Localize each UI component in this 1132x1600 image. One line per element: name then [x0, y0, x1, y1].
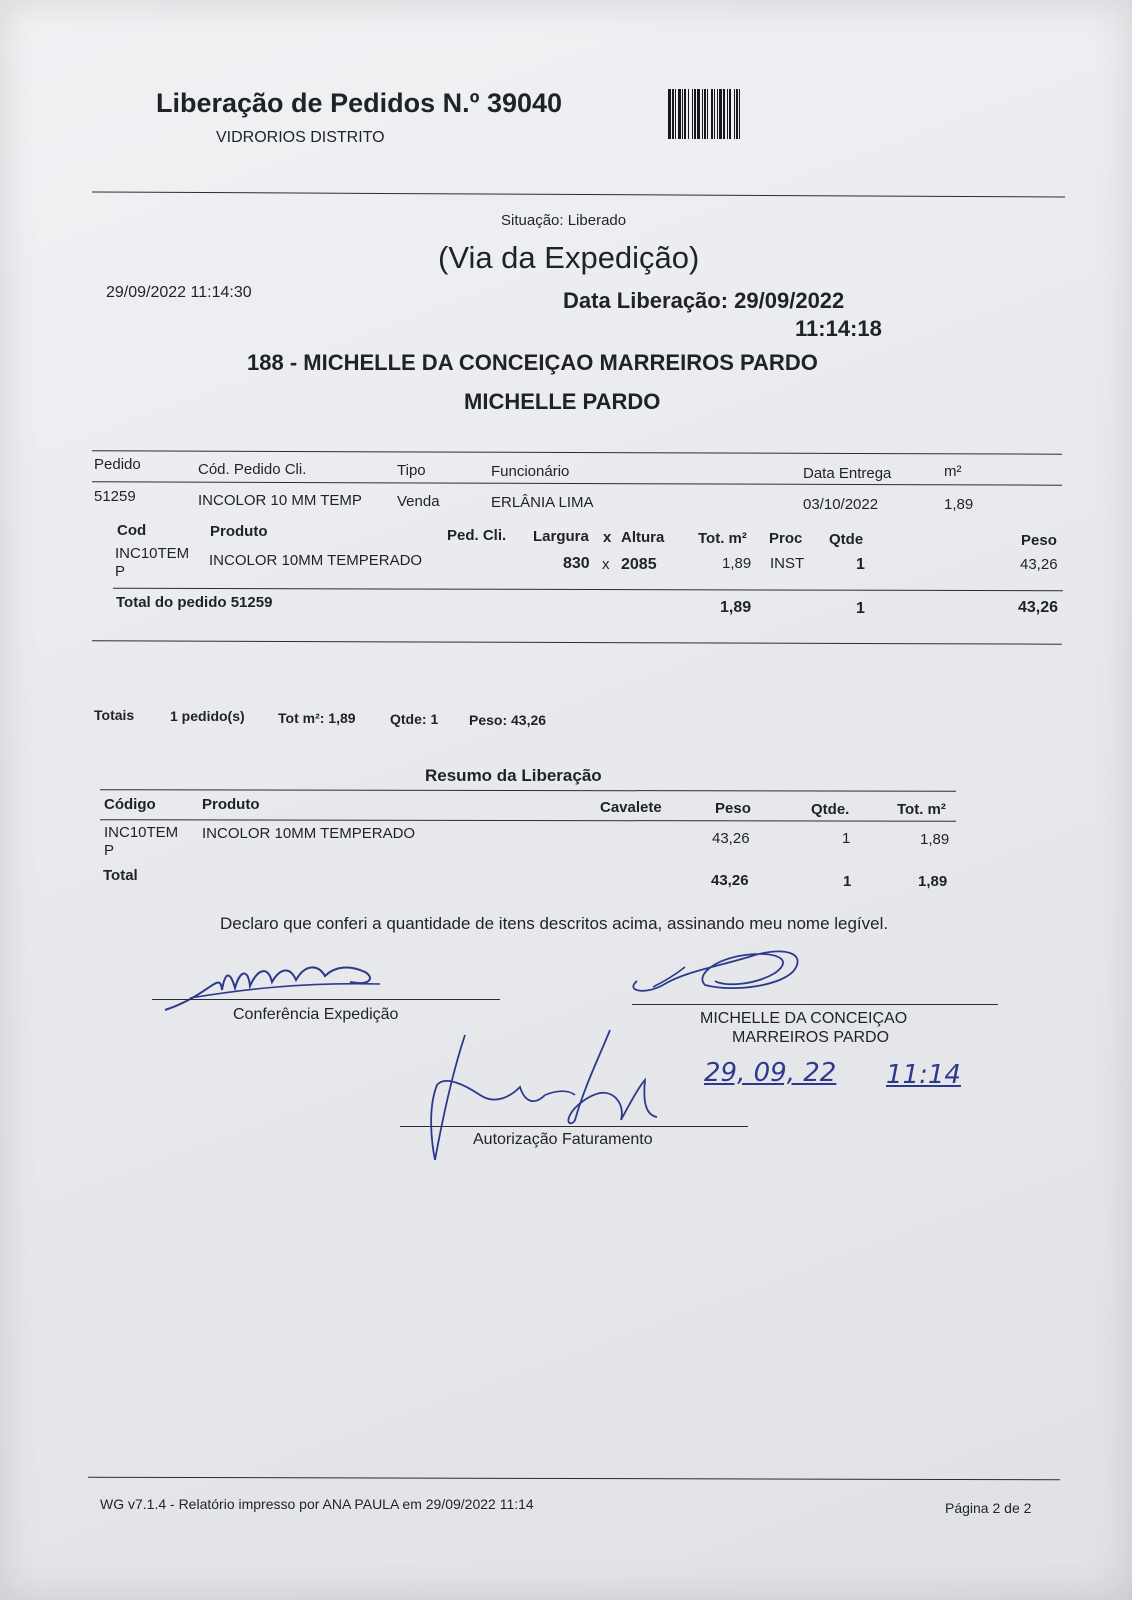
order-total-label: Total do pedido 51259: [116, 594, 273, 611]
order-total-qtde: 1: [856, 600, 865, 617]
release-time: 11:14:18: [795, 316, 882, 341]
autorizacao-label: Autorização Faturamento: [473, 1131, 653, 1148]
header-divider: [92, 191, 1065, 197]
order-funcionario: ERLÂNIA LIMA: [491, 494, 594, 511]
item-tot-m2: 1,89: [722, 555, 752, 572]
order-table-top-rule: [92, 450, 1062, 454]
summary-tot-m2: 1,89: [920, 831, 950, 848]
item-header-produto: Produto: [210, 523, 268, 540]
summary-peso: 43,26: [712, 830, 750, 847]
summary-header-tot-m2: Tot. m²: [897, 801, 946, 818]
item-header-qtde: Qtde: [829, 531, 864, 548]
item-altura: 2085: [621, 556, 657, 573]
order-header-tipo: Tipo: [397, 462, 426, 479]
autorizacao-signature-line: [400, 1126, 748, 1127]
printed-timestamp: 29/09/2022 11:14:30: [106, 284, 252, 301]
summary-codigo-line1: INC10TEM: [104, 824, 179, 841]
item-qtde: 1: [856, 556, 865, 573]
item-peso: 43,26: [1020, 556, 1058, 573]
summary-total-qtde: 1: [843, 873, 852, 890]
summary-qtde: 1: [842, 830, 851, 847]
item-x: x: [602, 556, 610, 573]
client-signature: [625, 945, 825, 1005]
order-header-m2: m²: [944, 463, 962, 480]
summary-title: Resumo da Liberação: [425, 766, 602, 785]
expedicao-signature-line: [152, 999, 500, 1000]
item-header-tot-m2: Tot. m²: [698, 530, 747, 547]
summary-header-cavalete: Cavalete: [600, 799, 662, 816]
order-total-peso: 43,26: [1018, 599, 1059, 616]
totals-pedidos: 1 pedido(s): [170, 708, 245, 724]
client-sign-label-line1: MICHELLE DA CONCEIÇAO: [700, 1010, 908, 1027]
summary-total-tot-m2: 1,89: [918, 873, 948, 890]
document-title: Liberação de Pedidos N.º 39040: [156, 88, 563, 118]
summary-total-peso: 43,26: [711, 872, 749, 889]
order-header-rule: [92, 481, 1062, 485]
order-table-bottom-rule: [92, 640, 1062, 644]
summary-header-produto: Produto: [202, 796, 260, 813]
item-header-x: x: [603, 529, 612, 546]
totals-m2: Tot m²: 1,89: [278, 710, 356, 726]
order-header-funcionario: Funcionário: [491, 463, 570, 480]
summary-header-rule: [100, 819, 956, 821]
totals-peso: Peso: 43,26: [469, 712, 547, 728]
order-cod-cli: INCOLOR 10 MM TEMP: [198, 492, 362, 509]
client-signature-line: [632, 1004, 998, 1005]
company-name: VIDRORIOS DISTRITO: [216, 129, 385, 146]
footer-rule: [88, 1477, 1060, 1481]
footer-print-info: WG v7.1.4 - Relatório impresso por ANA PAULA em 29/09/2022 11:14: [100, 1496, 534, 1512]
totals-qtde: Qtde: 1: [390, 711, 439, 727]
order-m2: 1,89: [944, 496, 974, 513]
item-cod-line2: P: [115, 563, 126, 580]
order-tipo: Venda: [397, 493, 440, 510]
summary-header-codigo: Código: [104, 796, 156, 813]
summary-top-rule: [100, 789, 956, 791]
item-header-proc: Proc: [769, 530, 803, 547]
expedicao-label: Conferência Expedição: [233, 1006, 399, 1023]
summary-codigo-line2: P: [104, 842, 115, 859]
order-total-m2: 1,89: [720, 599, 752, 616]
status-text: Situação: Liberado: [501, 212, 627, 229]
summary-produto: INCOLOR 10MM TEMPERADO: [202, 825, 416, 842]
item-largura: 830: [563, 555, 590, 572]
order-header-pedido: Pedido: [94, 456, 141, 473]
item-header-largura: Largura: [533, 528, 589, 545]
client-sign-label-line2: MARREIROS PARDO: [732, 1029, 890, 1046]
item-produto: INCOLOR 10MM TEMPERADO: [209, 552, 423, 569]
release-date: Data Liberação: 29/09/2022: [563, 288, 845, 313]
client-short-name: MICHELLE PARDO: [464, 389, 661, 414]
order-pedido: 51259: [94, 488, 136, 505]
order-header-data-entrega: Data Entrega: [803, 465, 892, 482]
declaration-text: Declaro que conferi a quantidade de itens descritos acima, assinando meu nome legível.: [220, 914, 889, 933]
handwritten-date: 29, 09, 22: [704, 1058, 837, 1088]
item-proc: INST: [770, 555, 805, 572]
item-header-cod: Cod: [117, 522, 147, 539]
summary-header-qtde: Qtde.: [811, 801, 850, 818]
totals-label: Totais: [94, 707, 135, 723]
handwritten-time: 11:14: [886, 1060, 961, 1090]
via-title: (Via da Expedição): [438, 240, 700, 275]
client-name: 188 - MICHELLE DA CONCEIÇAO MARREIROS PARDO: [247, 350, 818, 375]
footer-page-number: Página 2 de 2: [945, 1500, 1032, 1516]
item-cod-line1: INC10TEM: [115, 545, 190, 562]
summary-total-label: Total: [103, 867, 138, 884]
summary-header-peso: Peso: [715, 800, 751, 817]
item-total-rule: [113, 588, 1063, 591]
barcode: [668, 89, 842, 139]
item-header-peso: Peso: [1021, 532, 1057, 549]
item-header-ped-cli: Ped. Cli.: [447, 527, 507, 544]
item-header-altura: Altura: [621, 529, 665, 546]
order-header-cod-cli: Cód. Pedido Cli.: [198, 461, 307, 478]
order-data-entrega: 03/10/2022: [803, 496, 879, 513]
barcode-bar: [740, 89, 742, 139]
